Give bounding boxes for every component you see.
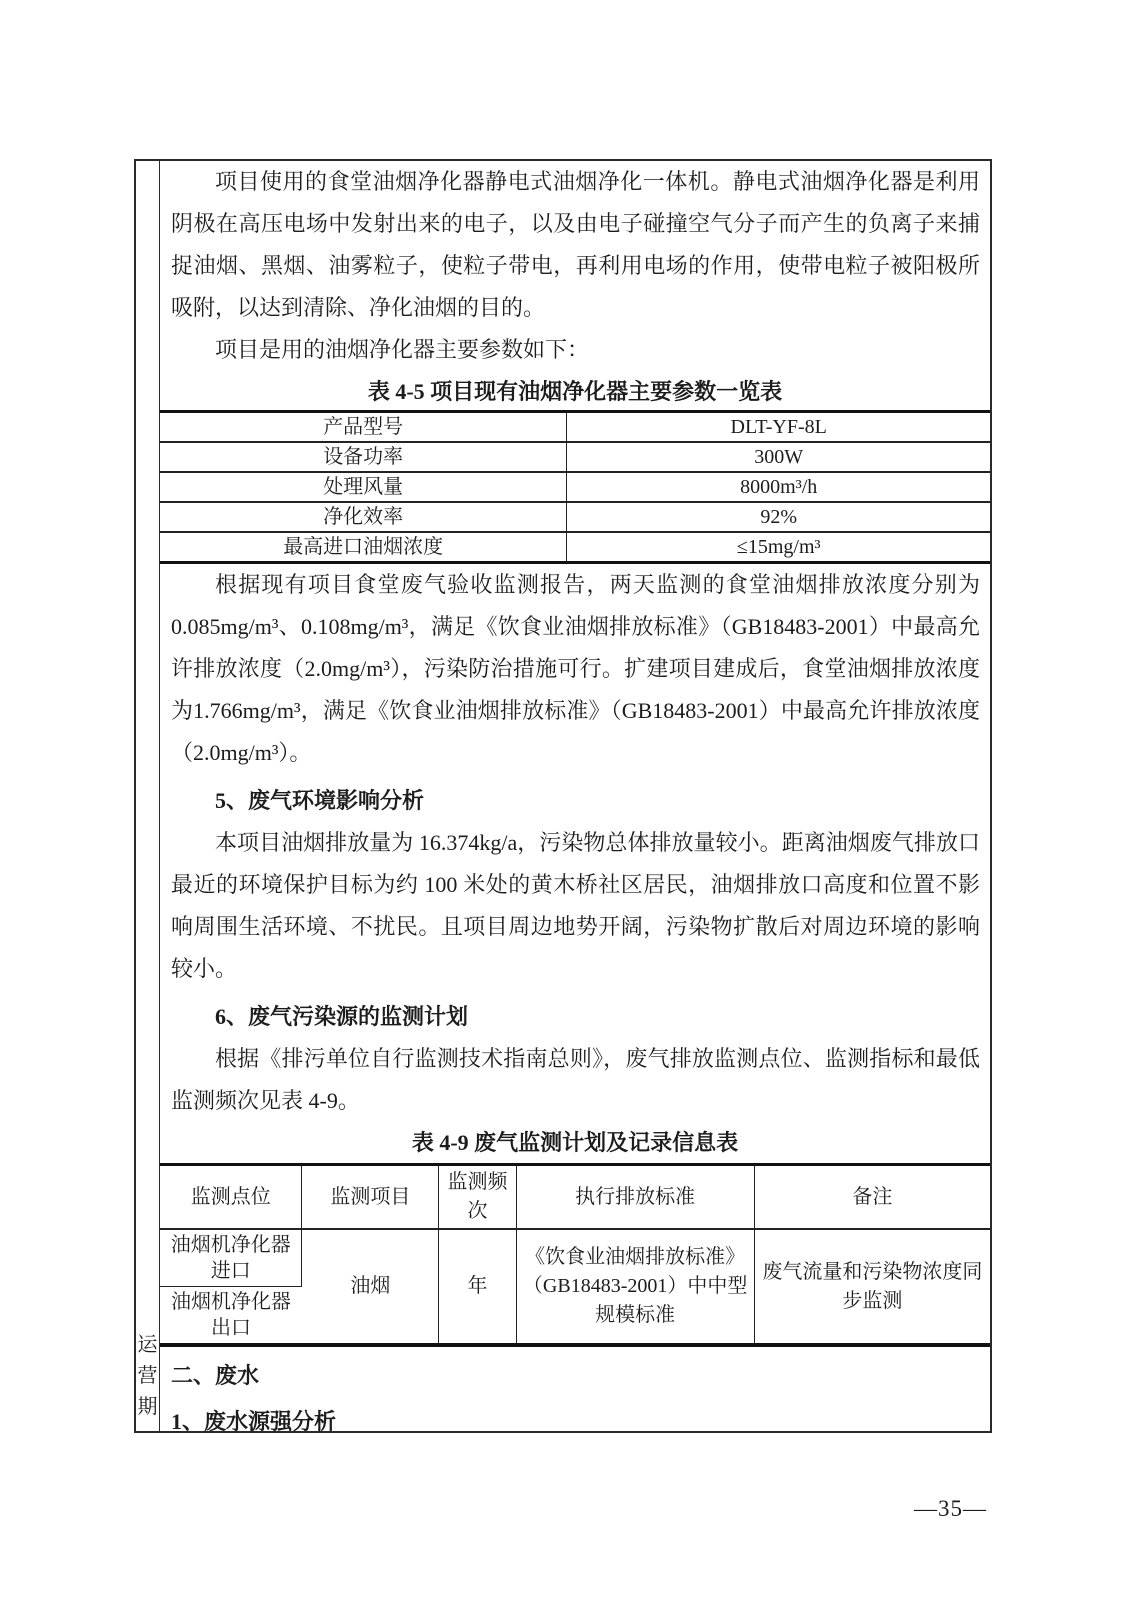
phase-label: 运营期 xyxy=(137,1334,158,1418)
header-monitor-point: 监测点位 xyxy=(160,1165,302,1230)
param-label: 最高进口油烟浓度 xyxy=(160,532,567,563)
table-4-9 xyxy=(160,1163,990,1347)
header-emission-standard: 执行排放标准 xyxy=(516,1165,754,1230)
param-value: 300W xyxy=(567,442,990,472)
section-5-heading: 5、废气环境影响分析 xyxy=(215,788,425,813)
row-label-column xyxy=(136,161,160,1431)
table-row xyxy=(160,532,990,563)
monitor-item: 油烟 xyxy=(302,1229,439,1345)
page-number: —35— xyxy=(914,1496,987,1521)
wastewater-heading: 二、废水 xyxy=(171,1363,260,1388)
table-4-9-title: 表 4-9 废气监测计划及记录信息表 xyxy=(411,1130,739,1155)
header-remark: 备注 xyxy=(754,1165,990,1230)
param-value: DLT-YF-8L xyxy=(730,416,827,438)
table-4-5 xyxy=(160,410,990,564)
paragraph-monitoring-report: 根据现有项目食堂废气验收监测报告，两天监测的食堂油烟排放浓度分别为0.085mg/m³、0.108mg/m³，满足《饮食业油烟排放标准》（GB18483-2001）中最高允许排放浓度（2.0mg/m³），污染防治措施可行。扩建项目建成后，食堂油烟排放浓度为1.766mg/m³，满足《饮食业油烟排放标准》（GB18483-2001）中最高允许排放浓度（2.0mg/m³）。 xyxy=(171,572,980,765)
content-column xyxy=(160,161,990,1434)
emission-standard: 《饮食业油烟排放标准》（GB18483-2001）中中型规模标准 xyxy=(516,1229,754,1345)
paragraph-monitoring-plan: 根据《排污单位自行监测技术指南总则》，废气排放监测点位、监测指标和最低监测频次见表 4-9。 xyxy=(171,1046,980,1113)
param-label: 处理风量 xyxy=(160,472,567,502)
param-value: ≤15mg/m³ xyxy=(567,532,990,563)
param-value: 92% xyxy=(567,502,990,532)
param-value: 8000m³/h xyxy=(567,472,990,502)
table-row xyxy=(160,1229,990,1287)
header-monitor-item: 监测项目 xyxy=(302,1165,439,1230)
section-6-heading: 6、废气污染源的监测计划 xyxy=(215,1004,469,1029)
table-row xyxy=(160,502,990,532)
wastewater-section xyxy=(160,1347,990,1443)
monitor-frequency: 年 xyxy=(439,1229,516,1345)
table-header-row xyxy=(160,1165,990,1230)
paragraph-purifier-intro: 项目使用的食堂油烟净化器静电式油烟净化一体机。静电式油烟净化器是利用阴极在高压电场中发射出来的电子，以及由电子碰撞空气分子而产生的负离子来捕捉油烟、黑烟、油雾粒子，使粒子带电，再利用电场的作用，使带电粒子被阳极所吸附，以达到清除、净化油烟的目的。 xyxy=(171,169,980,320)
table-4-5-title: 表 4-5 项目现有油烟净化器主要参数一览表 xyxy=(367,379,783,404)
param-label: 净化效率 xyxy=(160,502,567,532)
form-frame xyxy=(134,159,992,1433)
table-row xyxy=(160,472,990,502)
param-label: 产品型号 xyxy=(160,412,567,443)
table-row xyxy=(160,412,990,443)
wastewater-sub-heading: 1、废水源强分析 xyxy=(171,1409,337,1434)
param-label: 设备功率 xyxy=(160,442,567,472)
paragraph-impact-analysis: 本项目油烟排放量为 16.374kg/a，污染物总体排放量较小。距离油烟废气排放口最近的环境保护目标为约 100 米处的黄木桥社区居民，油烟排放口高度和位置不影响周围生活环境、不扰民。且项目周边地势开阔，污染物扩散后对周边环境的影响较小。 xyxy=(171,830,980,981)
header-monitor-frequency: 监测频次 xyxy=(439,1165,516,1230)
monitor-point-outlet: 油烟机净化器出口 xyxy=(160,1287,302,1346)
paragraph-params-lead: 项目是用的油烟净化器主要参数如下： xyxy=(215,337,590,362)
monitor-point-inlet: 油烟机净化器进口 xyxy=(160,1229,302,1287)
table-row xyxy=(160,442,990,472)
remark: 废气流量和污染物浓度同步监测 xyxy=(754,1229,990,1345)
